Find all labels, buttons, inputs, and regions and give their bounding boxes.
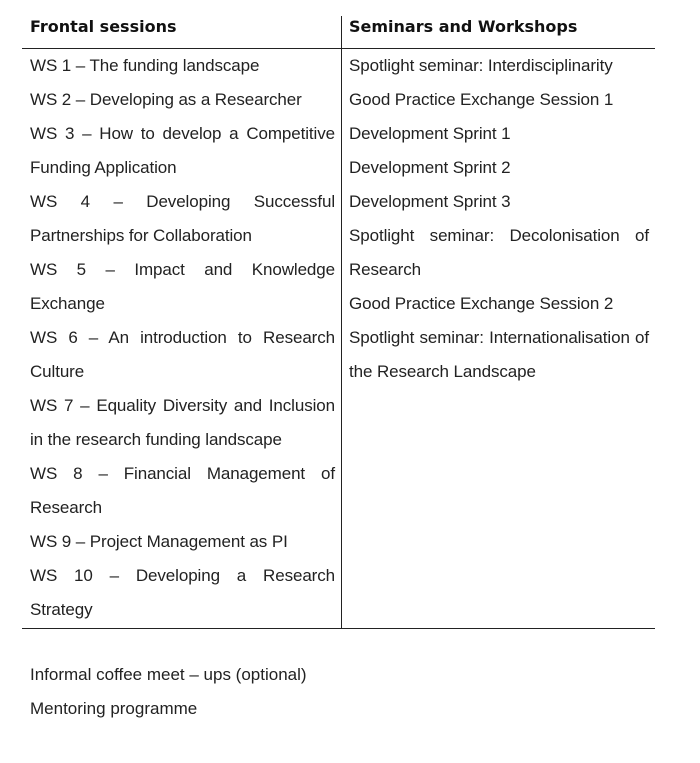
list-item: Spotlight seminar: Interdisciplinarity	[349, 56, 613, 75]
column-divider	[341, 16, 342, 629]
list-item: WS 4 – Developing Successful Partnerships for Collaboration	[30, 192, 335, 245]
list-item: WS 1 – The funding landscape	[30, 56, 260, 75]
list-item: Development Sprint 1	[349, 124, 511, 143]
list-item: WS 9 – Project Management as PI	[30, 532, 288, 551]
list-item: Good Practice Exchange Session 2	[349, 294, 614, 313]
seminars-workshops-header: Seminars and Workshops	[349, 17, 578, 36]
list-item: WS 10 – Developing a Research Strategy	[30, 566, 335, 619]
list-item: Informal coffee meet – ups (optional)	[30, 665, 307, 684]
frontal-sessions-list	[30, 49, 335, 627]
list-item: WS 7 – Equality Diversity and Inclusion in the research funding landscape	[30, 396, 335, 449]
list-item: Spotlight seminar: Decolonisation of Research	[349, 226, 649, 279]
frontal-sessions-column	[30, 14, 335, 629]
list-item: WS 6 – An introduction to Research Culture	[30, 328, 335, 381]
list-item: Development Sprint 2	[349, 158, 511, 177]
frontal-sessions-header: Frontal sessions	[30, 17, 177, 36]
additional-activities-list	[30, 658, 307, 726]
list-item: Spotlight seminar: Internationalisation of the Research Landscape	[349, 328, 649, 381]
list-item: Mentoring programme	[30, 699, 198, 718]
list-item: Good Practice Exchange Session 1	[349, 90, 614, 109]
list-item: WS 2 – Developing as a Researcher	[30, 90, 302, 109]
list-item: WS 8 – Financial Management of Research	[30, 464, 335, 517]
list-item: WS 3 – How to develop a Competitive Funding Application	[30, 124, 335, 177]
list-item: Development Sprint 3	[349, 192, 511, 211]
sessions-table	[22, 14, 655, 629]
list-item: WS 5 – Impact and Knowledge Exchange	[30, 260, 335, 313]
seminars-workshops-column	[349, 14, 649, 629]
seminars-workshops-list	[349, 49, 649, 389]
